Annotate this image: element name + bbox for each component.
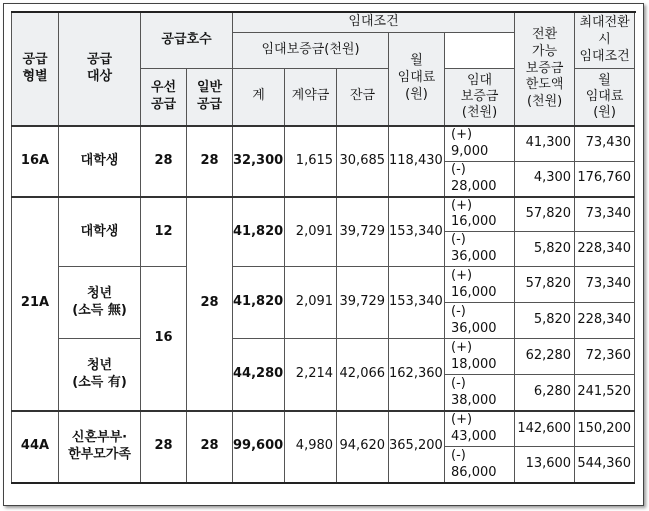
row-21a-youth-income-conv-up [445, 339, 515, 375]
row-21a-student-down-rent: 228,340 [575, 232, 635, 267]
row-44a-contract: 4,980 [285, 411, 337, 483]
row-21a-youth-noincome-rent: 153,340 [389, 267, 445, 339]
row-16a-conv-down [445, 161, 515, 196]
row-16a-total: 32,300 [233, 126, 285, 197]
value: 16,000 [451, 284, 497, 300]
header-balance: 잔금 [337, 68, 389, 126]
header-max-conversion: 최대전환시 임대조건 [575, 12, 635, 68]
row-21a-youth-income-target: 청년 (소득 有) [59, 339, 141, 411]
row-21a-youth-income-rent: 162,360 [389, 339, 445, 411]
row-16a-general: 28 [187, 126, 233, 197]
row-21a-youth-noincome-contract: 2,091 [285, 267, 337, 339]
row-44a-total: 99,600 [233, 411, 285, 483]
row-21a-student-up-deposit: 57,820 [515, 197, 575, 232]
sign-minus: (-) [451, 447, 466, 463]
row-44a-type: 44A [12, 411, 59, 483]
row-21a-youth-income-up-deposit: 62,280 [515, 339, 575, 375]
row-21a-youth-income-down-deposit: 6,280 [515, 375, 575, 411]
row-44a-conv-up [445, 411, 515, 447]
header-supply-target: 공급 대상 [59, 12, 141, 126]
row-16a-balance: 30,685 [337, 126, 389, 197]
row-21a-youth-noincome-total: 41,820 [233, 267, 285, 339]
row-21a-youth-noincome-target: 청년 (소득 無) [59, 267, 141, 339]
row-16a-up-rent: 73,430 [575, 126, 635, 161]
header-deposit: 임대보증금(천원) [233, 32, 389, 68]
row-21a-type: 21A [12, 197, 59, 411]
value: 36,000 [451, 249, 497, 265]
header-lease-conditions: 임대조건 [233, 12, 515, 32]
row-21a-youth-income-up-rent: 72,360 [575, 339, 635, 375]
lease-table [11, 11, 635, 484]
value: 43,000 [451, 429, 497, 445]
sign-plus: (+) [451, 339, 473, 355]
value: 9,000 [451, 143, 489, 159]
header-contract: 계약금 [285, 68, 337, 126]
value: 38,000 [451, 392, 497, 408]
sign-minus: (-) [451, 232, 466, 248]
row-21a-youth-priority: 16 [141, 267, 187, 411]
row-21a-youth-income-contract: 2,214 [285, 339, 337, 411]
row-44a-priority: 28 [141, 411, 187, 483]
row-16a-down-rent: 176,760 [575, 161, 635, 196]
row-16a-down-deposit: 4,300 [515, 161, 575, 196]
row-44a-conv-down [445, 447, 515, 483]
header-general: 일반 공급 [187, 68, 233, 126]
value: 86,000 [451, 464, 497, 480]
row-21a-student-conv-down [445, 232, 515, 267]
row-16a-type: 16A [12, 126, 59, 197]
row-21a-student-total: 41,820 [233, 197, 285, 267]
header-max-deposit: 임대 보증금 (천원) [445, 68, 515, 126]
row-21a-youth-income-down-rent: 241,520 [575, 375, 635, 411]
row-44a-up-rent: 150,200 [575, 411, 635, 447]
row-21a-general: 28 [187, 197, 233, 411]
row-21a-youth-noincome-down-rent: 228,340 [575, 303, 635, 339]
row-16a-contract: 1,615 [285, 126, 337, 197]
sign-minus: (-) [451, 303, 466, 319]
header-supply-type: 공급 형별 [12, 12, 59, 126]
sign-minus: (-) [451, 161, 466, 177]
row-21a-youth-noincome-up-deposit: 57,820 [515, 267, 575, 303]
value: 16,000 [451, 214, 497, 230]
row-21a-youth-income-total: 44,280 [233, 339, 285, 411]
row-16a-priority: 28 [141, 126, 187, 197]
row-21a-youth-income-balance: 42,066 [337, 339, 389, 411]
value: 28,000 [451, 178, 497, 194]
row-21a-youth-income-conv-down [445, 375, 515, 411]
row-21a-student-contract: 2,091 [285, 197, 337, 267]
row-21a-youth-noincome-conv-down [445, 303, 515, 339]
row-44a-up-deposit: 142,600 [515, 411, 575, 447]
row-21a-youth-noincome-conv-up [445, 267, 515, 303]
row-16a-target: 대학생 [59, 126, 141, 197]
row-21a-student-rent: 153,340 [389, 197, 445, 267]
row-44a-balance: 94,620 [337, 411, 389, 483]
row-16a-up-deposit: 41,300 [515, 126, 575, 161]
header-conversion-limit: 전환 가능 보증금 한도액 (천원) [515, 12, 575, 126]
row-21a-student-priority: 12 [141, 197, 187, 267]
row-44a-target: 신혼부부· 한부모가족 [59, 411, 141, 483]
row-44a-down-deposit: 13,600 [515, 447, 575, 483]
sign-plus: (+) [451, 412, 473, 428]
row-21a-student-up-rent: 73,340 [575, 197, 635, 232]
header-monthly-rent: 월 임대료 (원) [389, 32, 445, 126]
header-supply-units: 공급호수 [141, 12, 233, 68]
row-16a-rent: 118,430 [389, 126, 445, 197]
value: 36,000 [451, 320, 497, 336]
row-21a-youth-noincome-down-deposit: 5,820 [515, 303, 575, 339]
row-21a-student-conv-up [445, 197, 515, 232]
row-44a-general: 28 [187, 411, 233, 483]
row-21a-youth-noincome-balance: 39,729 [337, 267, 389, 339]
header-priority: 우선 공급 [141, 68, 187, 126]
sign-plus: (+) [451, 127, 473, 142]
header-total: 계 [233, 68, 285, 126]
sign-plus: (+) [451, 267, 473, 283]
sign-plus: (+) [451, 197, 473, 213]
row-44a-rent: 365,200 [389, 411, 445, 483]
row-21a-student-target: 대학생 [59, 197, 141, 267]
sign-minus: (-) [451, 375, 466, 391]
row-21a-student-down-deposit: 5,820 [515, 232, 575, 267]
header-max-rent: 월 임대료 (원) [575, 68, 635, 126]
row-21a-youth-noincome-up-rent: 73,340 [575, 267, 635, 303]
value: 18,000 [451, 356, 497, 372]
row-16a-conv-up [445, 126, 515, 161]
row-44a-down-rent: 544,360 [575, 447, 635, 483]
row-21a-student-balance: 39,729 [337, 197, 389, 267]
